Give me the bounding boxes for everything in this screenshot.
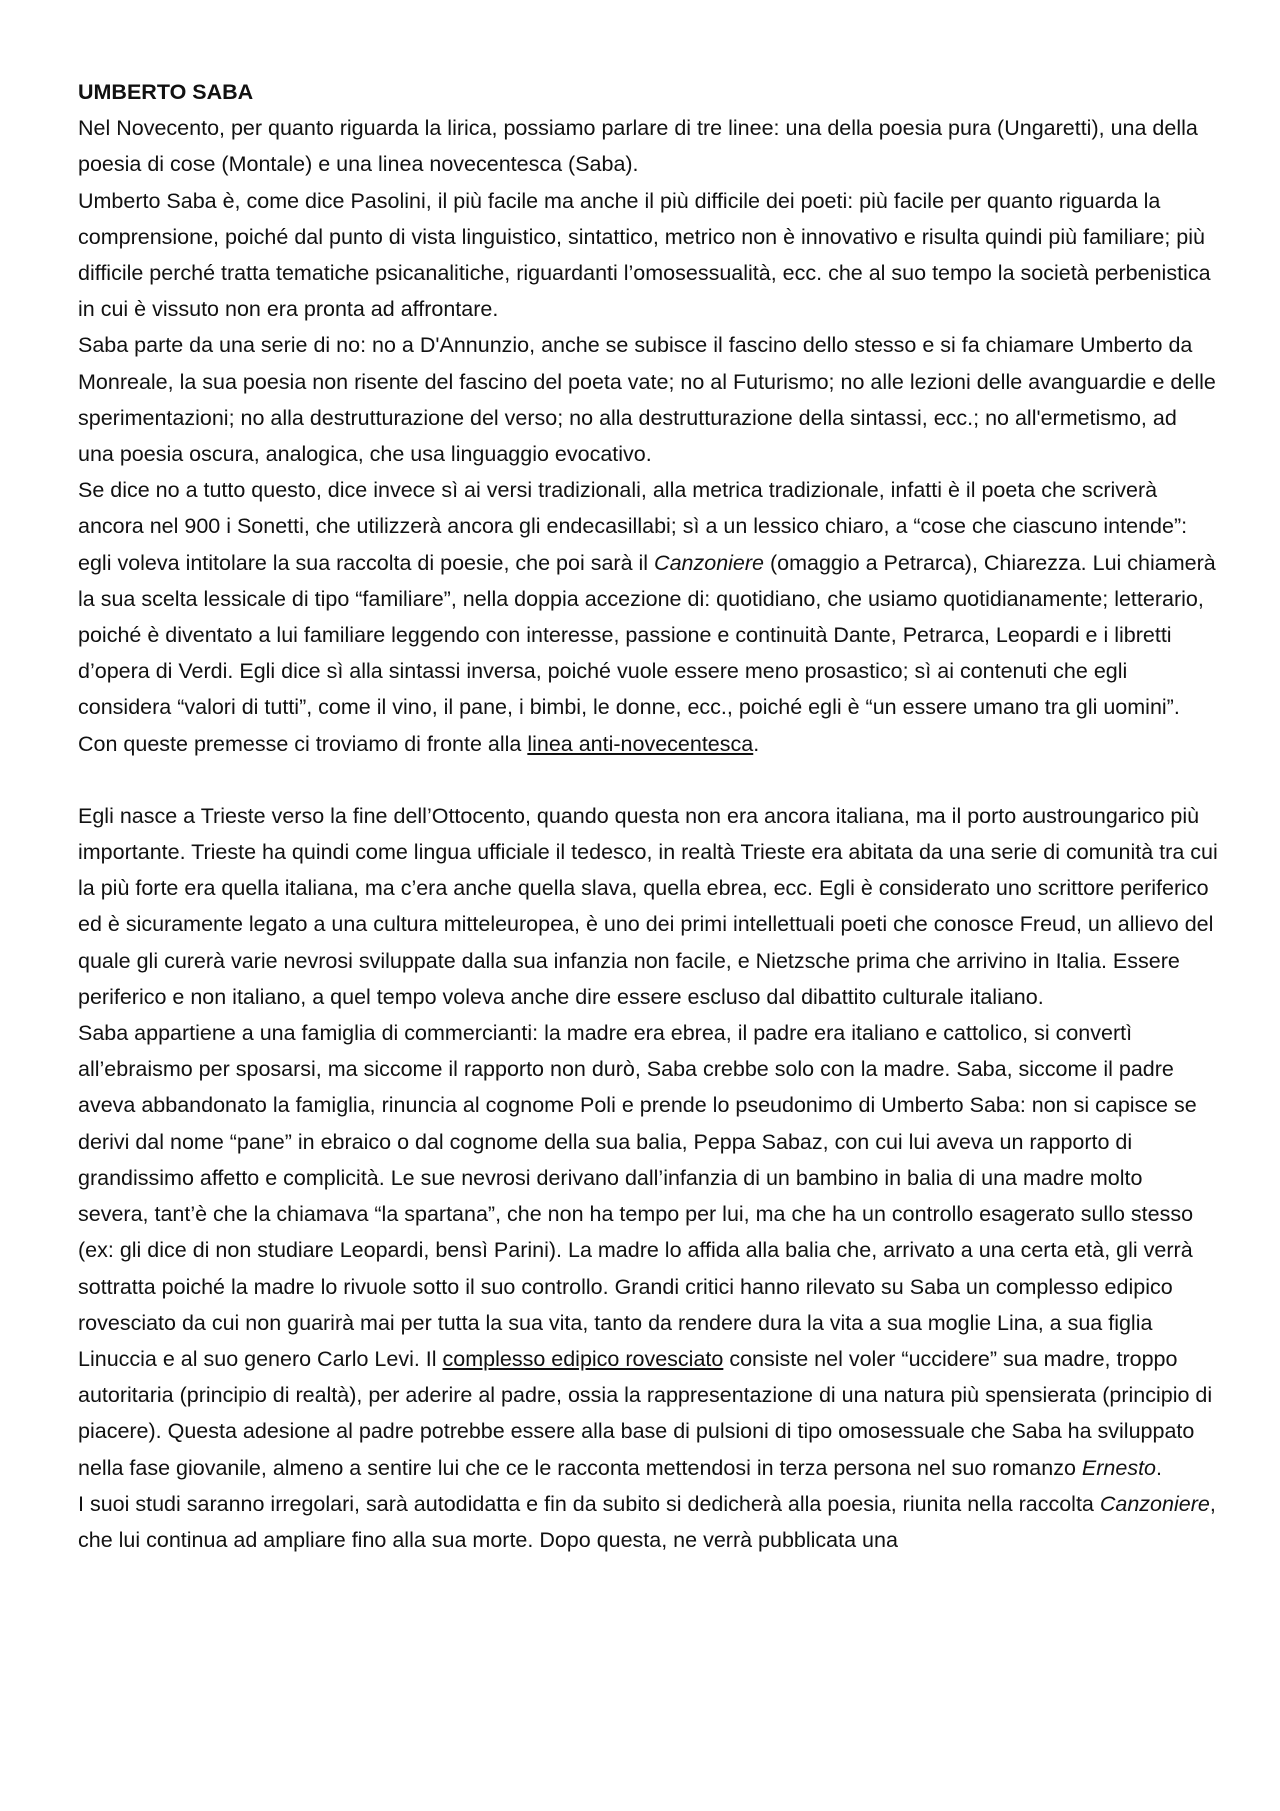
underlined-linea-anti-novecentesca: linea anti-novecentesca	[527, 731, 754, 756]
document-page	[78, 74, 1218, 1558]
text-span: Saba appartiene a una famiglia di commercianti: la madre era ebrea, il padre era italiano e cattolico, si convertì all’ebraismo per sposarsi, ma siccome il rapporto non durò, Saba crebbe solo con la madre. Saba, siccome il padre aveva abbandonato la famiglia, rinuncia al cognome Poli e prende lo pseudonimo di Umberto Saba: non si capisce se derivi dal nome “pane” in ebraico o dal cognome della sua balia, Peppa Sabaz, con cui lui aveva un rapporto di grandissimo affetto e complicità. Le sue nevrosi derivano dall’infanzia di un bambino in balia di una madre molto severa, tant’è che la chiamava “la spartana”, che non ha tempo per lui, ma che ha un controllo esagerato sullo stesso (ex: gli dice di non studiare Leopardi, bensì Parini). La madre lo affida alla balia che, arrivato a una certa età, gli verrà sottratta poiché la madre lo rivuole sotto il suo controllo. Grandi critici hanno rilevato su Saba un complesso edipico rovesciato da cui non guarirà mai per tutta la sua vita, tanto da rendere dura la vita a sua moglie Lina, a sua figlia Linuccia e al suo genero Carlo Levi. Il	[78, 1021, 1197, 1371]
text-span: consiste nel voler “uccidere” sua madre, troppo autoritaria (principio di realtà), per aderire al padre, ossia la rappresentazione di una natura più spensierata (principio di piacere). Questa adesione al padre potrebbe essere alla base di pulsioni di tipo omosessuale che Saba ha sviluppato nella fase giovanile, almeno a sentire lui che ce le racconta mettendosi in terza persona nel suo romanzo	[78, 1346, 1213, 1480]
paragraph-no-list: Saba parte da una serie di no: no a D'Annunzio, anche se subisce il fascino dello stesso e si fa chiamare Umberto da Monreale, la sua poesia non risente del fascino del poeta vate; no al Futurismo; no alle lezioni delle avanguardie e delle sperimentazioni; no alla destrutturazione del verso; no alla destrutturazione della sintassi, ecc.; no all'ermetismo, ad una poesia oscura, analogica, che usa linguaggio evocativo.	[78, 333, 1216, 467]
paragraph-intro: Nel Novecento, per quanto riguarda la lirica, possiamo parlare di tre linee: una della poesia pura (Ungaretti), una della poesia di cose (Montale) e una linea novecentesca (Saba).	[78, 116, 1198, 177]
paragraph-si-list	[78, 472, 1218, 762]
underlined-complesso-edipico: complesso edipico rovesciato	[442, 1346, 724, 1371]
text-span: .	[1156, 1455, 1163, 1480]
italic-canzoniere: Canzoniere	[1099, 1491, 1210, 1516]
text-span: .	[753, 731, 760, 756]
text-span: (omaggio a Petrarca), Chiarezza. Lui chiamerà la sua scelta lessicale di tipo “familiare”, nella doppia accezione di: quotidiano, che usiamo quotidianamente; letterario, poiché è diventato a lui familiare leggendo con interesse, passione e continuità Dante, Petrarca, Leopardi e i libretti d’opera di Verdi. Egli dice sì alla sintassi inversa, poiché vuole essere meno prosastico; sì ai contenuti che egli considera “valori di tutti”, come il vino, il pane, i bimbi, le donne, ecc., poiché egli è “un essere umano tra gli uomini”. Con queste premesse ci troviamo di fronte alla	[78, 550, 1216, 756]
document-title: UMBERTO SABA	[78, 80, 254, 104]
italic-ernesto: Ernesto	[1081, 1455, 1157, 1480]
paragraph-famiglia	[78, 1015, 1218, 1486]
text-span: I suoi studi saranno irregolari, sarà autodidatta e fin da subito si dedicherà alla poesia, riunita nella raccolta	[78, 1491, 1100, 1516]
text-span: Se dice no a tutto questo, dice invece sì ai versi tradizionali, alla metrica tradizionale, infatti è il poeta che scriverà ancora nel 900 i Sonetti, che utilizzerà ancora gli endecasillabi; sì a un lessico chiaro, a “cose che ciascuno intende”: egli voleva intitolare la sua raccolta di poesie, che poi sarà il	[78, 478, 1188, 575]
text-span: , che lui continua ad ampliare fino alla sua morte. Dopo questa, ne verrà pubblicata una	[78, 1491, 1216, 1552]
paragraph-studi	[78, 1486, 1218, 1558]
paragraph-pasolini: Umberto Saba è, come dice Pasolini, il più facile ma anche il più difficile dei poeti: più facile per quanto riguarda la comprensione, poiché dal punto di vista linguistico, sintattico, metrico non è innovativo e risulta quindi più familiare; più difficile perché tratta tematiche psicanalitiche, riguardanti l’omosessualità, ecc. che al suo tempo la società perbenistica in cui è vissuto non era pronta ad affrontare.	[78, 188, 1211, 322]
italic-canzoniere: Canzoniere	[654, 550, 765, 575]
paragraph-spacer	[78, 762, 1218, 798]
paragraph-trieste: Egli nasce a Trieste verso la fine dell’Ottocento, quando questa non era ancora italiana, ma il porto austroungarico più importante. Trieste ha quindi come lingua ufficiale il tedesco, in realtà Trieste era abitata da una serie di comunità tra cui la più forte era quella italiana, ma c’era anche quella slava, quella ebrea, ecc. Egli è considerato uno scrittore periferico ed è sicuramente legato a una cultura mitteleuropea, è uno dei primi intellettuali poeti che conosce Freud, un allievo del quale gli curerà varie nevrosi sviluppate dalla sua infanzia non facile, e Nietzsche prima che arrivino in Italia. Essere periferico e non italiano, a quel tempo voleva anche dire essere escluso dal dibattito culturale italiano.	[78, 803, 1218, 1009]
